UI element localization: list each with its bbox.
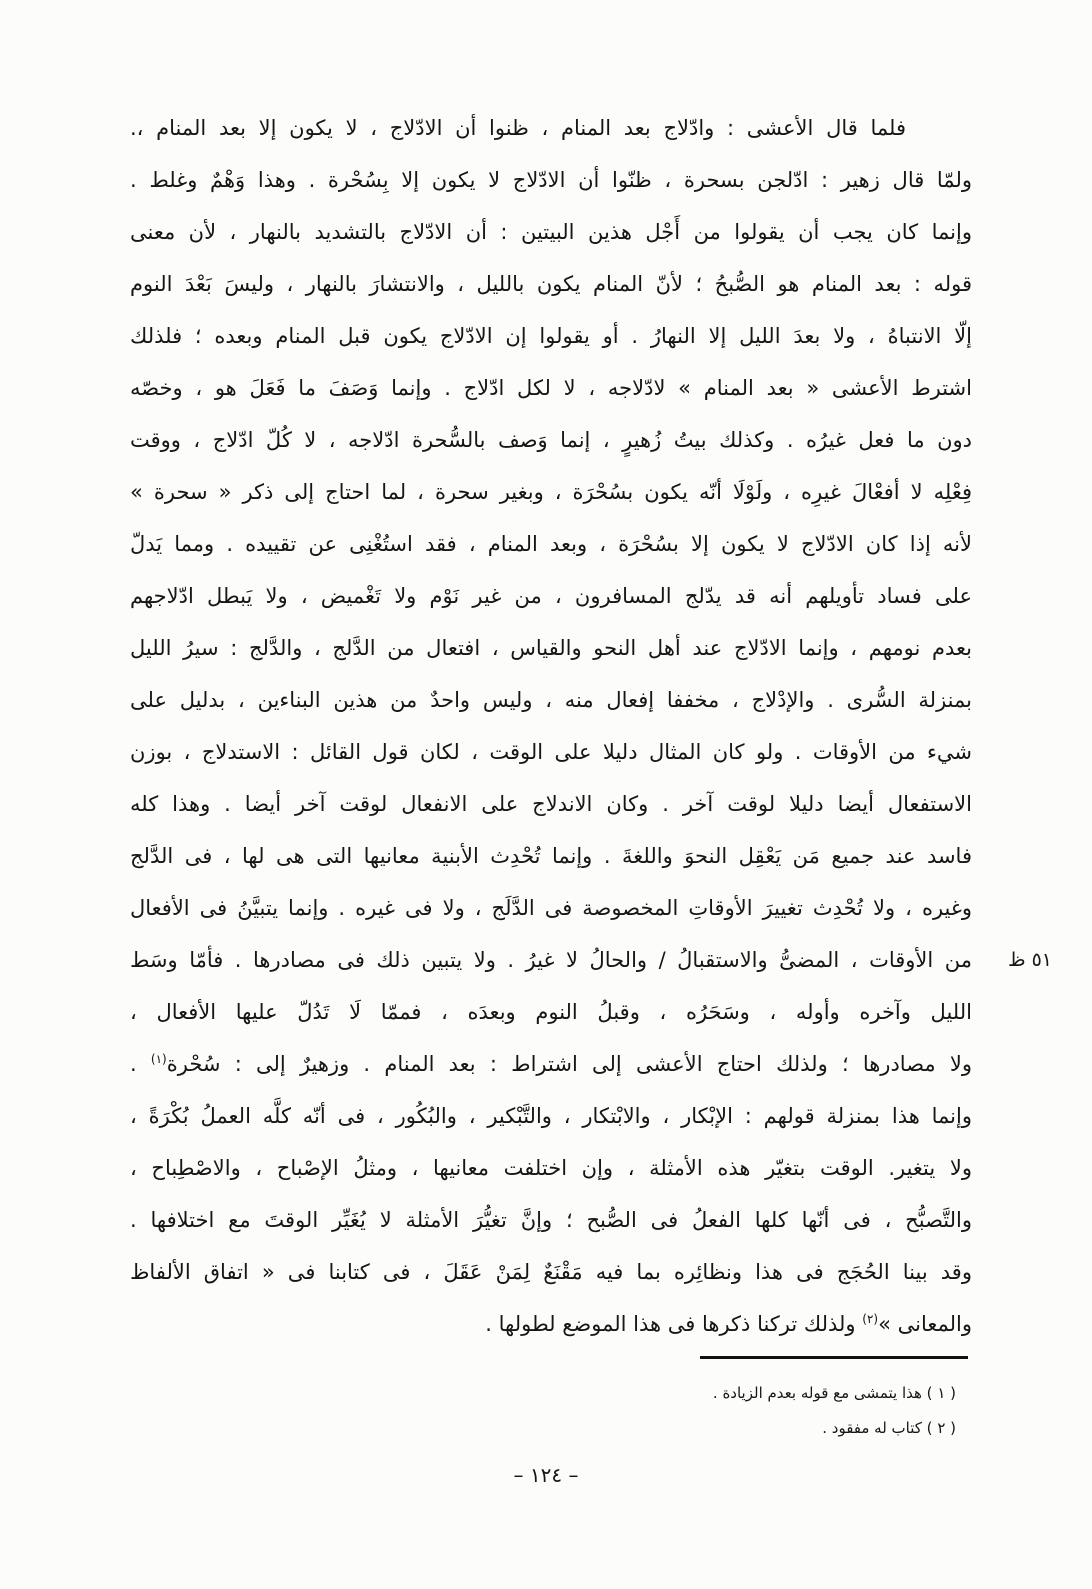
page-number: – ١٢٤ – [513,1463,579,1487]
text-line: على فساد تأويلهم أنه قد يدّلج المسافرون ، من غير نَوْم ولا تَغْميض ، ولا يَبطل ادّلاجهم [130,584,972,608]
text-line [130,1038,972,1090]
text-line-content: من الأوقات ، المضىُّ والاستقبالُ / والحالُ لا غيرُ . ولا يتبين ذلك فى مصادرها . فأمّا وسَط [130,948,972,972]
text-line-content: . [130,1052,151,1076]
text-line-content: ولا مصادرها ؛ ولذلك احتاج الأعشى إلى اشتراط : بعد المنام . وزهيرٌ إلى : سُحْرة [166,1052,972,1076]
text-line: الاستفعال أيضا دليلا لوقت آخر . وكان الاندلاج على الانفعال لوقت آخر أيضا . وهذا كله [130,792,972,816]
text-line: وإنما هذا بمنزلة قولهم : الإبْكار ، والابْتكار ، والتَّبْكير ، والبُكُور ، فى أنّه كلَّه العملُ بُكْرَةً ، [130,1104,972,1128]
text-line: فاسد عند جميع مَن يَعْقِل النحوَ واللغةَ . وإنما تُحْدِث الأبنية معانيها التى هى لها ، فى الدَّلج [130,844,972,868]
text-line: شيء من الأوقات . ولو كان المثال دليلا على الوقت ، لكان قول القائل : الاستدلاج ، بوزن [130,740,972,764]
text-line: قوله : بعد المنام هو الصُّبحُ ؛ لأنّ المنام يكون بالليل ، والانتشارَ بالنهار ، وليسَ بَعْدَ النوم [130,272,972,296]
text-line: فلما قال الأعشى : وادّلاج بعد المنام ، ظنوا أن الادّلاج ، لا يكون إلا بعد المنام ،. [130,116,906,140]
folio-marker: ٥١ ظ [1007,949,1052,971]
text-line: وقد بينا الحُجَج فى هذا ونظائِره بما فيه مَقْنَعٌ لِمَنْ عَقَلَ ، فى كتابنا فى « اتفاق الألفاظ [130,1260,972,1284]
text-line: بمنزلة السُّرى . والإدْلاج ، مخففا إفعال منه ، وليس واحدٌ من هذين البناءين ، بدليل على [130,688,972,712]
body-text [130,102,1052,1350]
text-line-content: ولذلك تركنا ذكرها فى هذا الموضع لطولها . [485,1312,863,1336]
text-line: فِعْلِه لا أفعْالَ غيرِه ، ولَوْلَا أنّه يكون بسُحْرَة ، وبغير سحرة ، لما احتاج إلى ذكر « سحرة » [130,480,972,504]
text-line [130,1298,972,1350]
text-line: ولا يتغير. الوقت بتغيّر هذه الأمثلة ، وإن اختلفت معانيها ، ومثلُ الإصْباح ، والاصْطِباح ، [130,1156,972,1180]
footnotes [356,1376,956,1446]
text-line: ولمّا قال زهير : ادّلجن بسحرة ، ظنّوا أن الادّلاج لا يكون إلا بِسُحْرة . وهذا وَهْمٌ وغلط . [130,168,972,192]
text-line: والتَّصبُّح ، فى أنّها كلها الفعلُ فى الصُّبح ؛ وإنَّ تغيُّرَ الأمثلة لا يُغَيِّر الوقتَ مع اختلافها . [130,1208,972,1232]
text-line [130,934,1052,986]
footnote-ref: (١) [150,1052,167,1066]
text-line: بعدم نومهم ، وإنما الادّلاج عند أهل النحو والقياس ، افتعال من الدَّلج ، والدَّلج : سيرُ الليل [130,636,972,660]
text-line: إلّا الانتباهُ ، ولا بعدَ الليل إلا النهارُ . أو يقولوا إن الادّلاج يكون قبل المنام وبعده ؛ فلذلك [130,324,972,348]
text-line: الليل وآخره وأوله ، وسَحَرُه ، وقبلُ النوم وبعدَه ، فممّا لَا تَدُلّ عليها الأفعال ، [130,1000,972,1024]
footnote-ref: (٢) [862,1312,879,1326]
footnote: ( ٢ ) كتاب له مفقود . [822,1419,956,1437]
footnote: ( ١ ) هذا يتمشى مع قوله بعدم الزيادة . [712,1384,956,1402]
text-line-content: والمعانى » [878,1312,972,1336]
footnote-divider [700,1356,968,1359]
text-line: لأنه إذا كان الادّلاج لا يكون إلا بسُحْرَة ، وبعد المنام ، فقد استُغْنِى عن تقييده . ومما يَدلّ [130,532,972,556]
text-line: وغيره ، ولا تُحْدِث تغييرَ الأوقاتِ المخصوصة فى الدَّلَج ، ولا فى غيره . وإنما يتبيَّنُ فى الأفعال [130,896,972,920]
text-line: دون ما فعل غيرُه . وكذلك بيتُ زُهيرٍ ، إنما وَصف بالسُّحرة ادّلاجه ، لا كُلّ ادّلاج ، ووقت [130,428,972,452]
text-line: وإنما كان يجب أن يقولوا من أَجْل هذين البيتين : أن الادّلاج بالتشديد بالنهار ، لأن معنى [130,220,972,244]
text-line: اشترط الأعشى « بعد المنام » لادّلاجه ، لا لكل ادّلاج . وإنما وَصَفَ ما فَعَلَ هو ، وخصّه [130,376,972,400]
